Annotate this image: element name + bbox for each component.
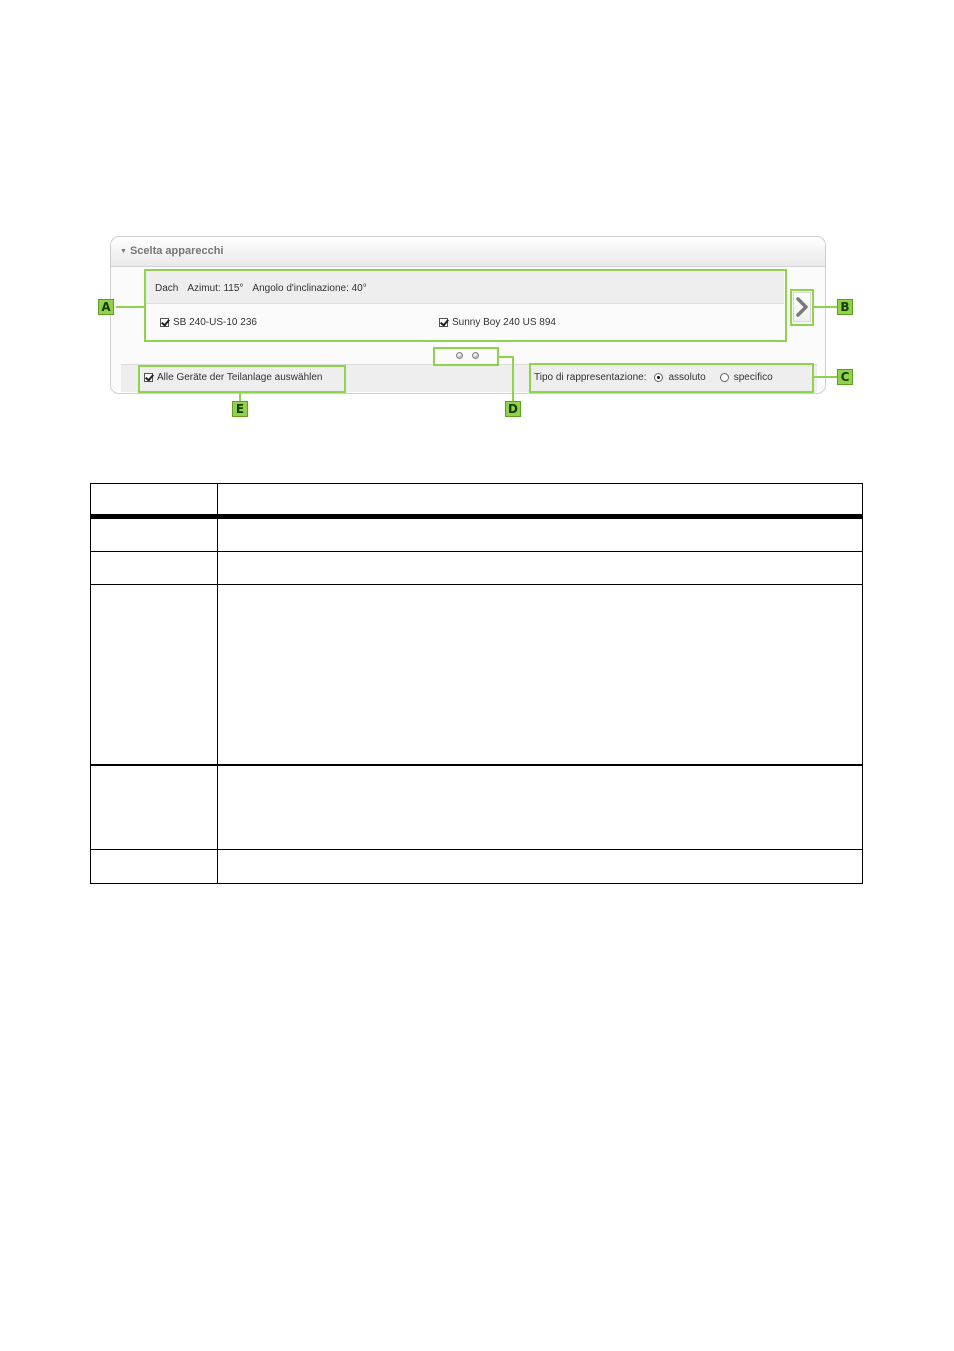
callout-box-b xyxy=(790,289,814,326)
callout-line-a xyxy=(116,306,145,308)
table-row-divider xyxy=(90,849,863,850)
group-inclination: Angolo d'inclinazione: 40° xyxy=(252,283,367,294)
table-border-bottom xyxy=(90,883,863,884)
table-header-divider xyxy=(90,514,863,519)
table-row-divider xyxy=(90,584,863,585)
option-assoluto-label[interactable]: assoluto xyxy=(668,372,706,383)
table-border-right xyxy=(862,483,863,884)
callout-label-a: A xyxy=(98,299,114,315)
callout-box-d xyxy=(433,347,499,366)
table-border-left xyxy=(90,483,91,884)
group-azimuth: Azimut: 115° xyxy=(187,283,244,294)
table-column-divider xyxy=(217,483,218,884)
option-specifico-label[interactable]: specifico xyxy=(733,372,773,383)
select-all-label: Alle Geräte der Teilanlage auswählen xyxy=(157,372,323,383)
panel-title[interactable] xyxy=(120,245,224,257)
callout-label-d: D xyxy=(505,401,521,417)
callout-box-e xyxy=(138,365,346,393)
callout-label-b: B xyxy=(837,299,853,315)
description-table xyxy=(90,483,863,884)
callout-label-c: C xyxy=(837,369,853,385)
group-name: Dach xyxy=(155,283,179,294)
table-border-top xyxy=(90,483,863,484)
panel-title-text: Scelta apparecchi xyxy=(129,245,224,257)
device-label: Sunny Boy 240 US 894 xyxy=(452,317,556,328)
callout-label-e: E xyxy=(232,401,248,417)
callout-box-a xyxy=(144,269,787,342)
representation-label: Tipo di rappresentazione: xyxy=(534,372,647,383)
callout-line-b xyxy=(813,306,837,308)
table-row-divider xyxy=(90,551,863,552)
triangle-down-icon: ▼ xyxy=(120,248,127,255)
callout-line-c xyxy=(813,376,837,378)
callout-box-c xyxy=(529,363,814,393)
callout-line-d-v xyxy=(512,356,514,402)
table-row-divider xyxy=(90,764,863,766)
device-label: SB 240-US-10 236 xyxy=(173,317,257,328)
